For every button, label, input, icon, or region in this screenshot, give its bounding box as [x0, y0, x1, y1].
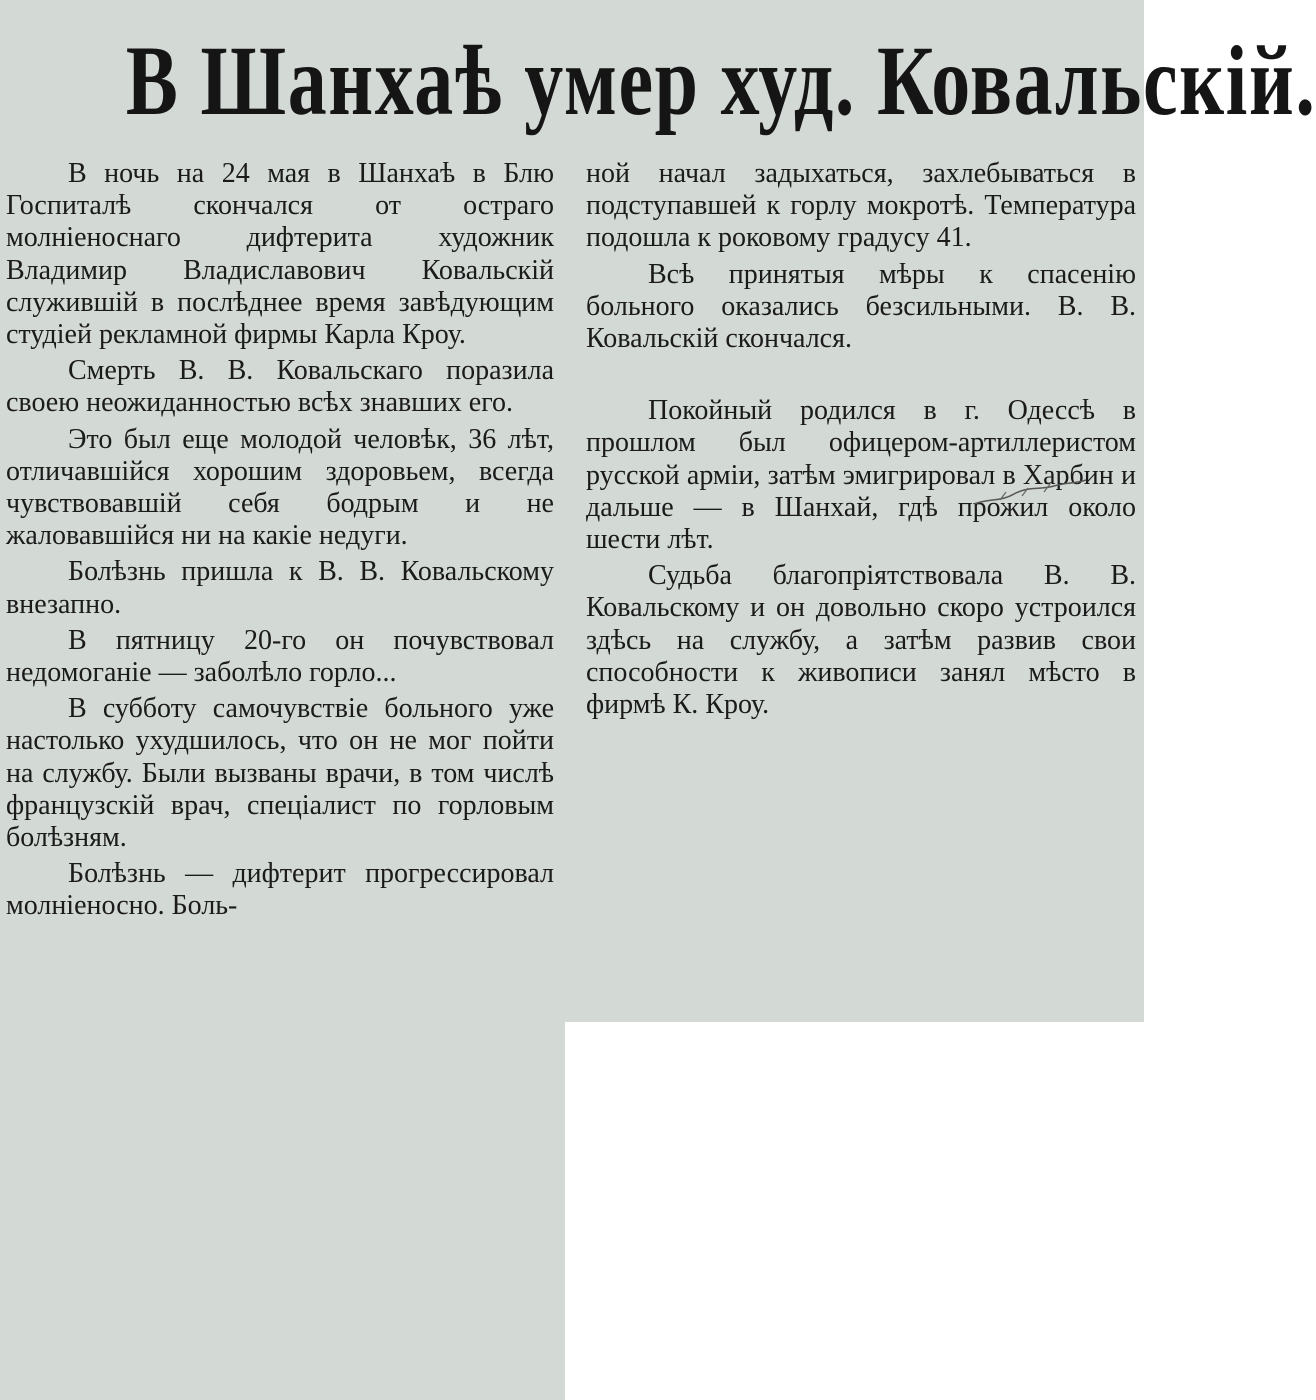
paragraph: Судьба благопріятствовала В. В. Ковальскому и он довольно скоро устроился здѣсь на службу, а затѣм развив свои способности к живописи занял мѣсто в фирмѣ К. Кроу. [586, 560, 1136, 721]
paragraph: В субботу самочувствіе больного уже настолько ухудшилось, что он не мог пойти на службу. Были вызваны врачи, в том числѣ французскій врач, спеціалист по горловым болѣзням. [6, 693, 554, 854]
paragraph: В ночь на 24 мая в Шанхаѣ в Блю Госпиталѣ скончался от остраго молніеноснаго дифтерита художник Владимир Владиславович Ковальскій служившій в послѣднее время завѣдующим студіей рекламной фирмы Карла Кроу. [6, 158, 554, 351]
paragraph: Это был еще молодой человѣк, 36 лѣт, отличавшійся хорошим здоровьем, всегда чувствовавшій себя бодрым и не жаловавшійся ни на какіе недуги. [6, 423, 554, 552]
paragraph: Всѣ принятыя мѣры к спасенію больного оказались безсильными. В. В. Ковальскій скончался. [586, 258, 1136, 355]
paragraph-continued: ной начал задыхаться, захлебываться в подступавшей к горлу мокротѣ. Температура подошла к роковому градусу 41. [586, 158, 1136, 254]
left-column [6, 158, 554, 1398]
paragraph: Болѣзнь — дифтерит прогрессировал молніеносно. Боль- [6, 858, 554, 922]
headline: В Шанхаѣ умер худ. Ковальскій. [125, 25, 1316, 136]
paragraph: В пятницу 20-го он почувствовал недомоганіе — заболѣло горло... [6, 624, 554, 689]
ink-scribble-decoration [970, 474, 1090, 514]
paragraph: Смерть В. В. Ковальскаго поразила своею неожиданностью всѣх знавших его. [6, 355, 554, 419]
paragraph: Болѣзнь пришла к В. В. Ковальскому внезапно. [6, 556, 554, 620]
paragraph: Покойный родился в г. Одессѣ в прошлом был офицером-артиллеристом русской арміи, затѣм эмигрировал в Харбин и дальше — в Шанхай, гдѣ прожил около шести лѣт. [586, 395, 1136, 556]
right-column [586, 158, 1136, 1018]
